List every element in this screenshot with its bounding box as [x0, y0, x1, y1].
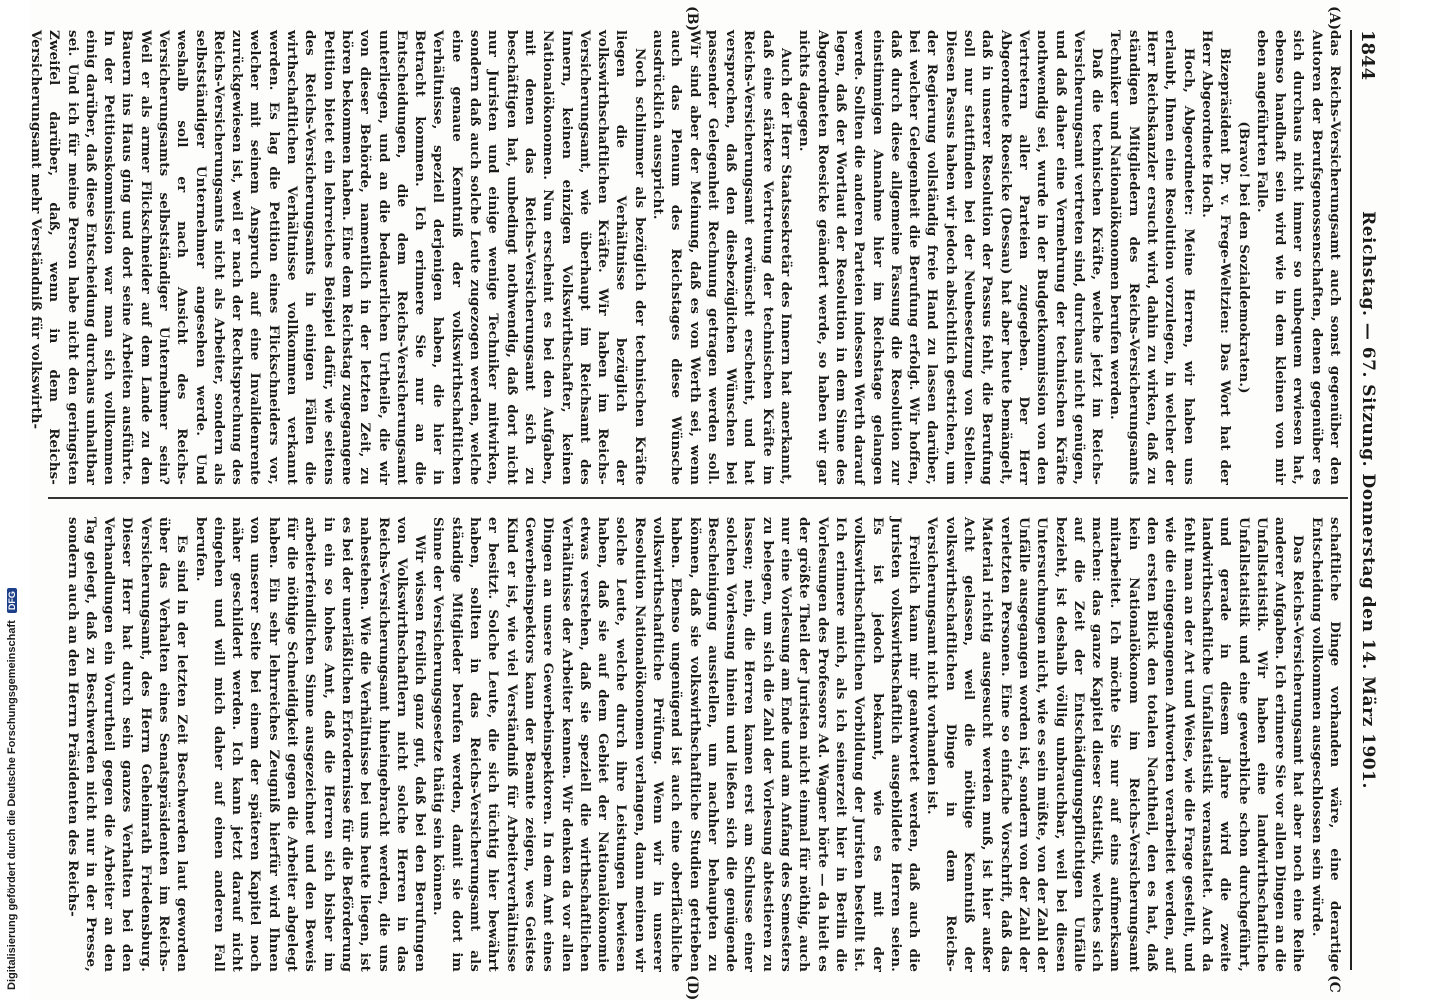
dfg-logo: DFG — [7, 588, 17, 613]
margin-mark-a: (A) — [1326, 6, 1342, 31]
margin-mark-d: (D) — [684, 975, 700, 1000]
interjection: (Bravo! bei den Sozialdemokraten.) — [1235, 121, 1252, 394]
paragraph: schaftliche Dinge vorhanden wäre, eine derartige Entscheidung vollkommen ausgeschlossen sein würde. — [1308, 517, 1343, 972]
margin-mark-b: (B) — [684, 6, 700, 32]
column-divider — [48, 497, 1348, 499]
paragraph: Wir wissen freilich ganz gut, daß bei den Berufungen von Volkswirthschaftlern nicht solche Herren in das Reichs-Versicherungsamt hineingebracht werden, die uns nahestehen. Wie die Verhältnisse bei uns heute liegen, ist es bei der unerläßlichen Erfordernisse für die Beförderung in ein so hohes Amt, daß die Herren sich bisher im arbeiterfeindlichen Sinne ausgezeichnet und den Beweis für die nöthige Schneidigkeit gegen die Arbeiter abgelegt haben. Ein sehr lehrreiches Zeugniß hierfür wird Ihnen von unserer Seite bei einem der späteren Kapitel noch näher geschildert werden. Ich kann jetzt darauf nicht eingehen und will mich daher auf einen anderen Fall berufen. — [192, 517, 429, 972]
rotated-page — [27, 0, 1400, 1000]
margin-mark-c: (C — [1326, 975, 1342, 993]
paragraph: Auch der Herr Staatssekretär des Innern hat anerkannt, daß eine stärkere Vertretung der technischen Kräfte im Reichs-Versicherungsamt erwünscht erscheint, und hat versprochen, daß den diesbezüglichen Wünschen bei passender Gelegenheit Rechnung getragen werden soll. Wir sind aber der Meinung, daß es von Werth sei, wenn auch das Plenum des Reichstages diese Wünsche ausdrücklich ausspricht. — [650, 30, 795, 485]
paragraph: Das Reichs-Versicherungsamt hat aber noch eine Reihe anderer Aufgaben. Ich erinnere Sie vor allen Dingen an die Unfallstatistik. Wir haben eine landwirthschaftliche Unfallstatistik und eine gewerbliche schon durchgeführt, und gerade in diesem Jahre wird die zweite landwirthschaftliche Unfallstatistik veranstaltet. Auch da fehlt man an der Art und Weise, wie die Frage gestellt, und wie die eingegangenen Antworten verarbeitet werden, auf den ersten Blick den totalen Nachtheil, den es hat, daß kein Nationalökonom im Reichs-Versicherungsamt mitarbeitet. Ich möchte Sie nur auf eins aufmerksam machen: das ganze Kapitel dieser Statistik, welches sich auf die Zeit der Entschädigungspflichtigen Unfälle bezieht, ist deshalb völlig unbrauchbar, weil bei diesen Untersuchungen nicht, wie es sein müßte, von der Zahl der Unfälle ausgegangen worden ist, sondern von der Zahl der verletzten Personen. Eine so einfache Vorschrift, daß das Material richtig ausgesucht werden muß, ist hier außer Acht gelassen, weil die nöthige Kenntniß der volkswirthschaftlichen Dinge in dem Reichs-Versicherungsamt nicht vorhanden ist. — [924, 517, 1307, 972]
page-title: Reichstag. — 67. Sitzung. Donnerstag den 14. März 1901. — [1358, 211, 1378, 789]
credit-text: Digitalisierung gefördert durch die Deutsche Forschungsgemeinschaft — [6, 620, 18, 990]
page-header — [1350, 30, 1382, 970]
right-column — [49, 517, 1344, 972]
paragraph: Bizepräsident Dr. v. Frege-Weltzien: Das Wort hat der Herr Abgeordnete Hoch. — [1198, 30, 1234, 485]
paragraph: Noch schlimmer als bezüglich der technischen Kräfte liegen die Verhältnisse bezüglich der volkswirthschaftlichen Kräfte. Wir haben im Reichs-Versicherungsamt, wie überhaupt im Reichsamt des Innern, keinen einzigen Volkswirthschafter, keinen Nationalökonomen. Nun erscheint es bei den Aufgaben, mit denen das Reichs-Versicherungsamt sich zu beschäftigen hat, unbedingt nothwendig, daß dort nicht nur Juristen und einige wenige Techniker mitwirken, sondern daß auch solche Leute zugezogen werden, welche eine genaue Kenntniß der volkswirthschaftlichen Verhältnisse, speziell derjenigen haben, die hier in Betracht kommen. Ich erinnere Sie nur an die Entscheidungen, die dem Reichs-Versicherungsamt unterliegen, und an die bedauerlichen Urtheile, die wir von dieser Behörde, namentlich in der letzten Zeit, zu hören bekommen haben. Eine dem Reichstag zugegangene Petition bietet ein lehrreiches Beispiel dafür, wie seitens des Reichs-Versicherungsamts in einigen Fällen die wirthschaftlichen Verhältnisse vollkommen verkannt werden. Es lag die Petition eines Flickschneiders vor, welcher mit seinem Anspruch auf eine Invalidenrente zurückgewiesen ist, weil er nach der Rechtsprechung des Reichs-Versicherungsamts nicht als Arbeiter, sondern als selbstständiger Unternehmer angesehen werde. Und weshalb soll er nach Ansicht des Reichs-Versicherungsamts selbstständiger Unternehmer sein? Weil er als armer Flickschneider auf dem Lande zu den Bauern ins Haus ging und dort seine Arbeiten ausführte. In der Petitionskommission war man sich vollkommen einig darüber, daß diese Entscheidung durchaus unhaltbar sei. Und ich für meine Person habe nicht den geringsten Zweifel darüber, daß, wenn in dem Reichs-Versicherungsamt mehr Verständniß für volkswirth- — [27, 30, 648, 485]
paragraph: Hoch, Abgeordneter: Meine Herren, wir haben uns erlaubt, Ihnen eine Resolution vorzulegen, in welcher der Herr Reichskanzler ersucht wird, dahin zu wirken, daß zu ständigen Mitgliedern des Reichs-Versicherungsamts Techniker und Nationalökonomen berufen werden. — [1107, 30, 1197, 485]
paragraph: das Reichs-Versicherungsamt auch sonst gegenüber den Autoren der Berufsgenossenschaften, denen gegenüber es sich durchaus nicht immer so unbequem erwiesen hat, ebenso handhaft sein wird wie in dem kleinen von mir eben angeführten Falle. — [1253, 30, 1343, 485]
digitization-credit — [2, 0, 20, 1000]
paragraph: Freilich kann mir geantwortet werden, daß auch die Juristen volkswirthschaftlich ausgebildete Herren seien. Es ist jedoch bekannt, wie es mit der volkswirthschaftlichen Vorbildung der Juristen bestellt ist. Ich erinnere mich, als ich seinerzeit hier in Berlin die Vorlesungen des Professors Ad. Wagner hörte — da hielt es der größte Theil der Juristen nicht einmal für nöthig, auch nur eine Vorlesung am Ende und am Anfang des Semesters zu belegen, um sich die Zahl der Vorlesung abtestieren zu lassen; nein, die Herren kamen erst am Schlusse einer solchen Vorlesung hinein und ließen sich die genügende Bescheinigung ausstellen, um nachher behaupten zu können, daß sie volkswirthschaftliche Studien getrieben haben. Ebenso ungenügend ist auch eine oberflächliche volkswirthschaftliche Prüfung. Wenn wir in unserer Resolution Nationalökonomen verlangen, dann meinen wir solche Leute, welche durch ihre Leistungen bewiesen haben, daß sie auf dem Gebiet der Nationalökonomie etwas verstehen, daß sie speziell die wirthschaftlichen Verhältnisse der Arbeiter kennen. Wir denken da vor allen Dingen an unsere Gewerbeinspektoren. In dem Amt eines Gewerbeinspektors kann der Beamte zeigen, wes Geistes Kind er ist, wie viel Verständniß für Arbeiterverhältnisse er besitzt. Solche Leute, die sich tüchtig hier bewährt haben, sollten in das Reichs-Versicherungsamt als ständige Mitglieder berufen werden, damit sie dort im Sinne der Versicherungsgesetze thätig sein können. — [430, 517, 923, 972]
paragraph: Es sind in der letzten Zeit Beschwerden laut geworden über das Verhalten eines Senatspräsidenten im Reichs-Versicherungsamt, des Herrn Geheimrath Friedensburg. Dieser Herr hat durch sein ganzes Verhalten bei den Verhandlungen ein Vorurtheil gegen die Arbeiter an den Tag gelegt, daß zu Beschwerden nicht nur in der Presse, sondern auch an den Herrn Präsidenten des Reichs- — [64, 517, 191, 972]
left-column — [27, 30, 1344, 485]
page-number: 1844 — [1357, 30, 1378, 81]
paragraph: Daß die technischen Kräfte, welche jetzt im Reichs-Versicherungsamt vertreten sind, durchaus nicht genügen, und daß daher eine Vermehrung der technischen Kräfte nothwendig sei, wurde in der Budgetkommission von den Vertretern aller Parteien zugegeben. Der Herr Abgeordnete Roesicke (Dessau) hat aber heute bemängelt, daß in unserer Resolution der Passus fehlt, die Berufung soll nur stattfinden bei der Neubesetzung von Stellen. Diesen Passus haben wir jedoch absichtlich gestrichen, um der Regierung vollständig freie Hand zu lassen darüber, bei welcher Gelegenheit die Berufung erfolgt. Wir hoffen, daß durch diese allgemeine Fassung die Resolution zur einstimmigen Annahme hier im Reichstage gelangen werde. Sollten die anderen Parteien indessen Werth darauf legen, daß der Wortlaut der Resolution in dem Sinne des Abgeordneten Roesicke geändert werde, so haben wir gar nichts dagegen. — [796, 30, 1106, 485]
